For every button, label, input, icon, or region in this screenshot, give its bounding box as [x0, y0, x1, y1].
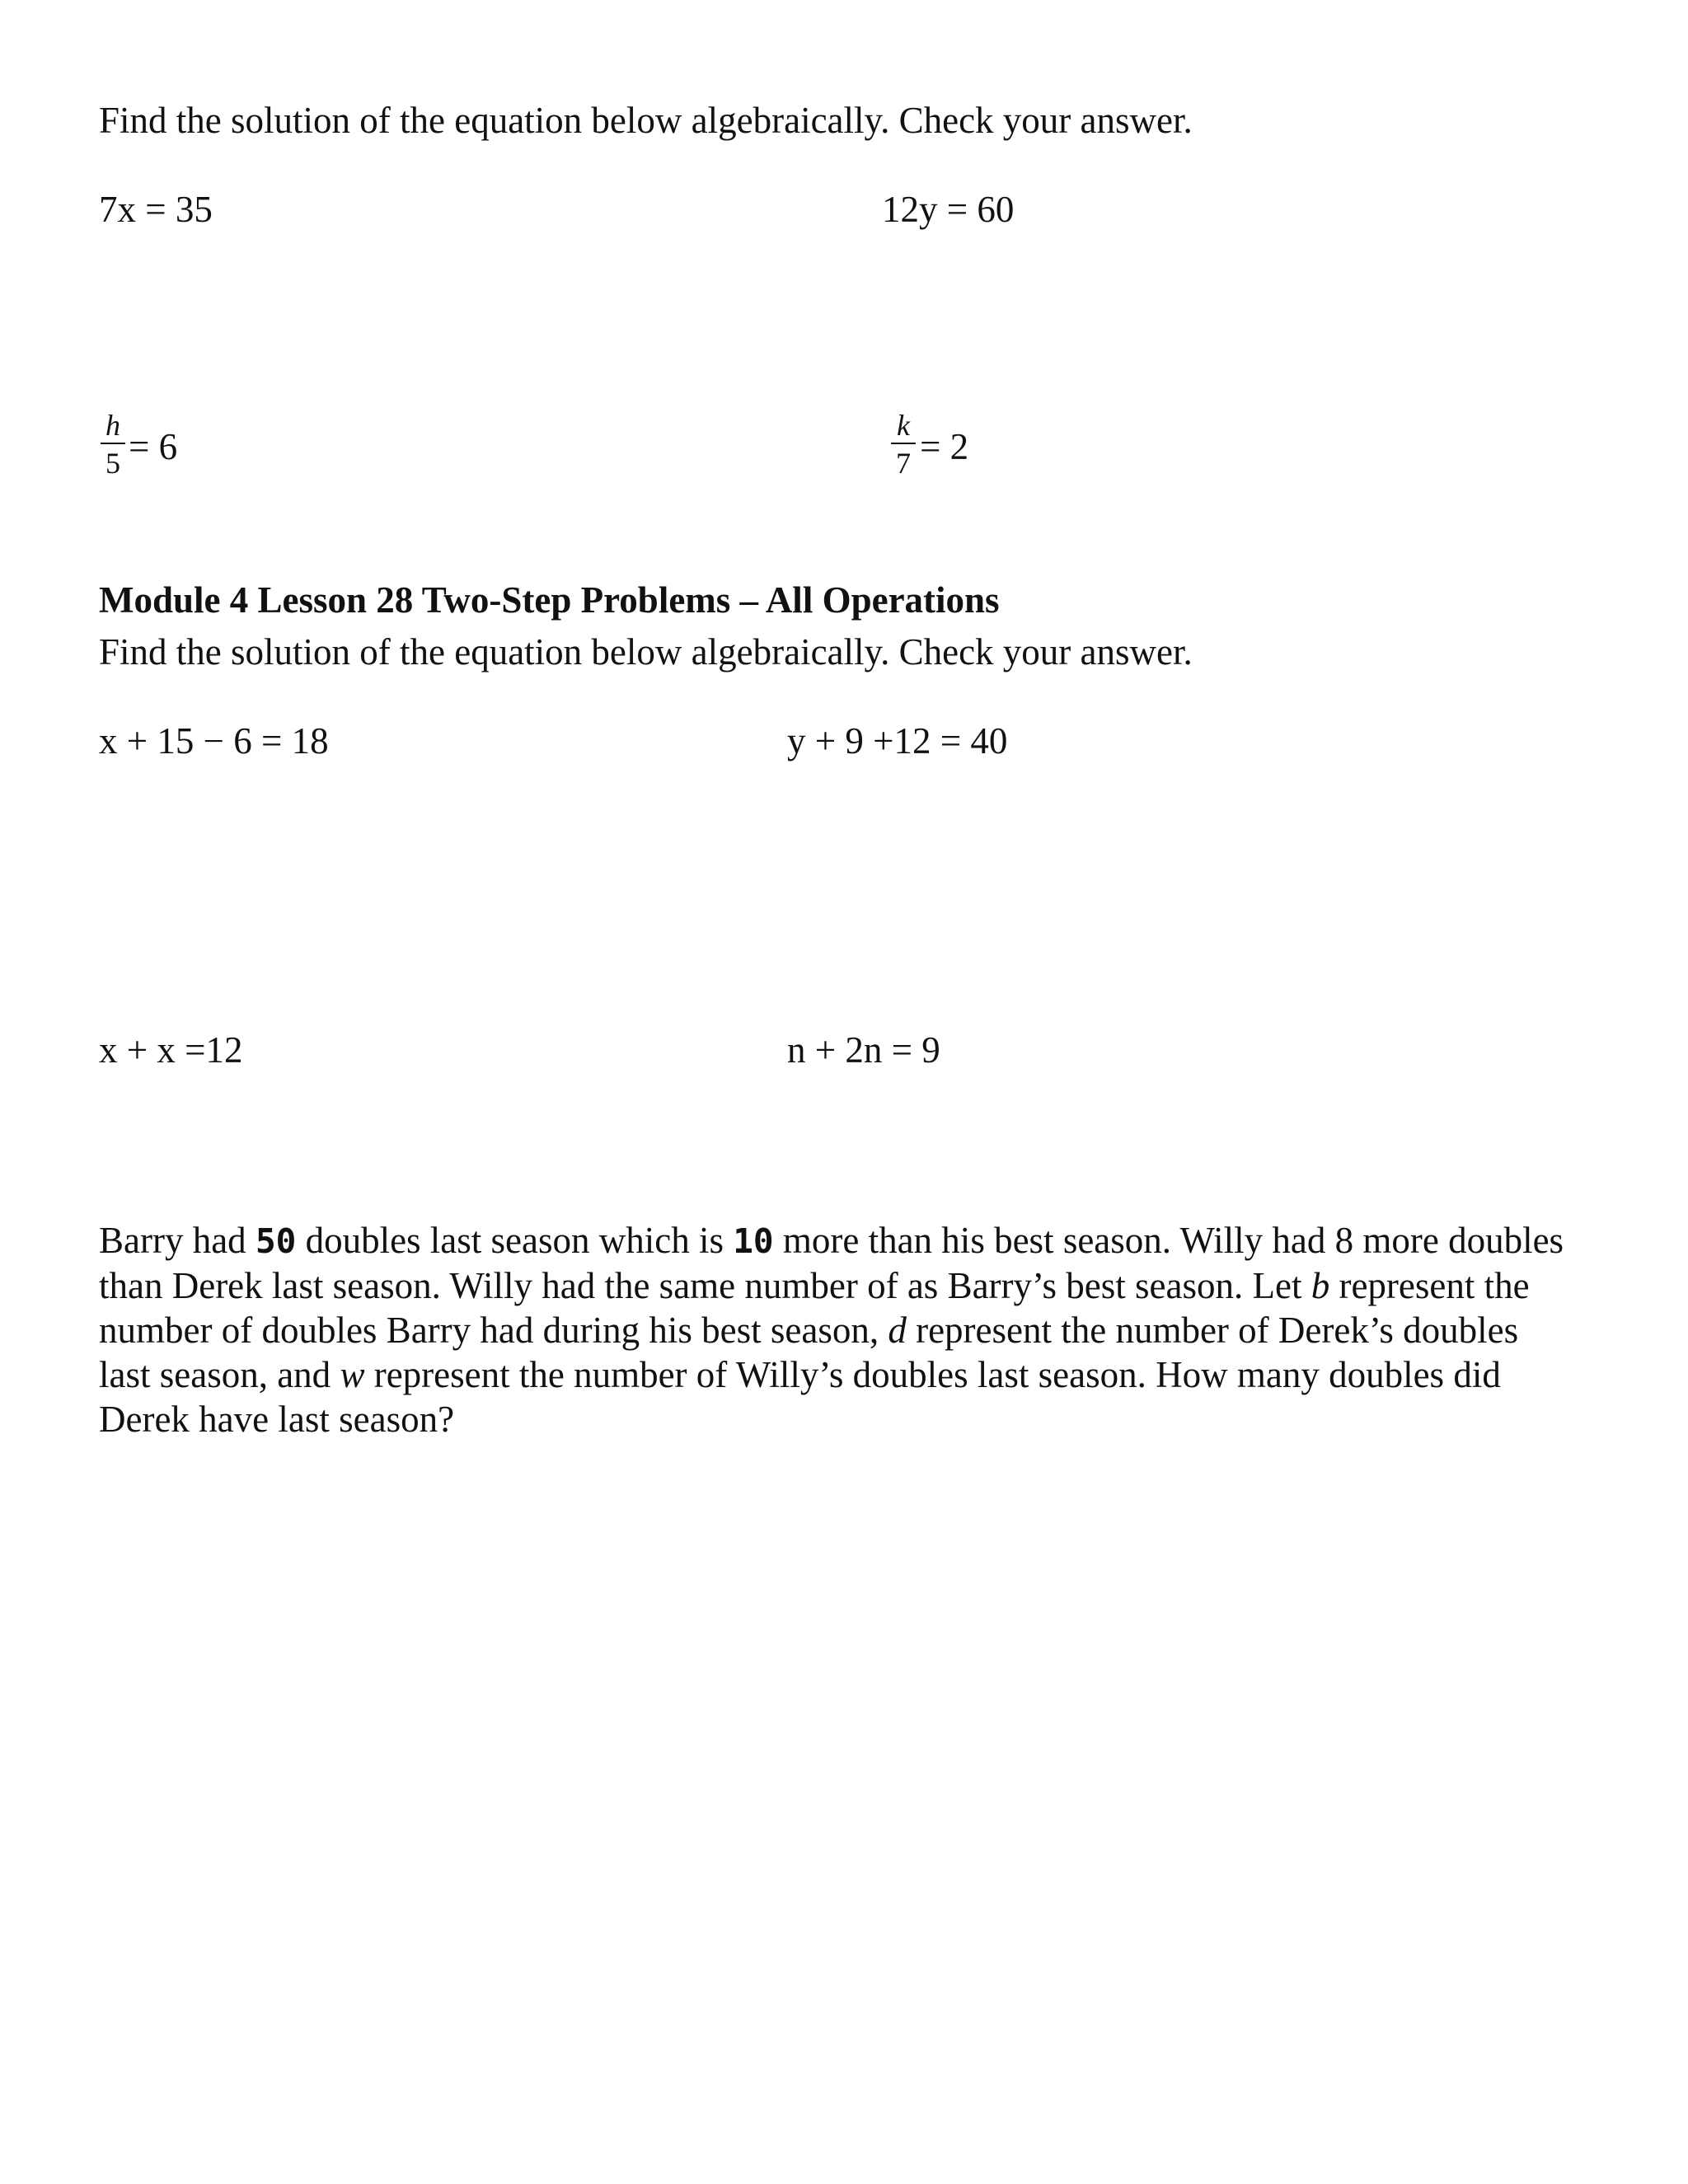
fraction-bar — [101, 443, 125, 444]
fraction-numerator: h — [106, 409, 120, 442]
instruction-1: Find the solution of the equation below algebraically. Check your answer. — [99, 100, 1193, 141]
number-10: 10 — [733, 1221, 774, 1261]
word-problem-text: represent the number of Derek’s doubles last season, and — [99, 1310, 1519, 1395]
equation-n-plus-2n: n + 2n = 9 — [787, 1029, 940, 1071]
fraction-denominator: 5 — [106, 447, 120, 480]
equation-y-plus-9: y + 9 +12 = 40 — [787, 720, 1008, 762]
fraction-bar — [891, 443, 916, 444]
fraction-1-rhs: = 6 — [129, 426, 178, 467]
word-problem-text: represent the number of doubles Barry had during his best season, — [99, 1265, 1530, 1351]
word-problem-text: Barry had — [99, 1220, 256, 1261]
variable-w: w — [340, 1354, 365, 1395]
variable-b: b — [1311, 1265, 1330, 1306]
section-heading: Module 4 Lesson 28 Two-Step Problems – All Operations — [99, 579, 1000, 621]
fraction-h-over-5 — [101, 410, 125, 479]
equation-12y: 12y = 60 — [882, 189, 1015, 230]
word-problem-text: more than his best season. Willy had 8 more doubles than Derek last season. Willy had the same number of as Barry’s best season. Let — [99, 1220, 1564, 1306]
variable-d: d — [888, 1310, 907, 1351]
equation-x-plus-x: x + x =12 — [99, 1029, 243, 1071]
equation-7x: 7x = 35 — [99, 189, 213, 230]
instruction-2: Find the solution of the equation below algebraically. Check your answer. — [99, 631, 1193, 673]
word-problem-text: represent the number of Willy’s doubles last season. How many doubles did Derek have last season? — [99, 1354, 1501, 1440]
word-problem — [99, 1218, 1574, 1441]
fraction-2-rhs: = 2 — [920, 426, 969, 467]
word-problem-text: doubles last season which is — [296, 1220, 734, 1261]
fraction-denominator: 7 — [896, 447, 911, 480]
fraction-numerator: k — [897, 409, 910, 442]
equation-x-plus-15: x + 15 − 6 = 18 — [99, 720, 329, 762]
number-50: 50 — [255, 1221, 297, 1261]
fraction-k-over-7 — [891, 410, 916, 479]
